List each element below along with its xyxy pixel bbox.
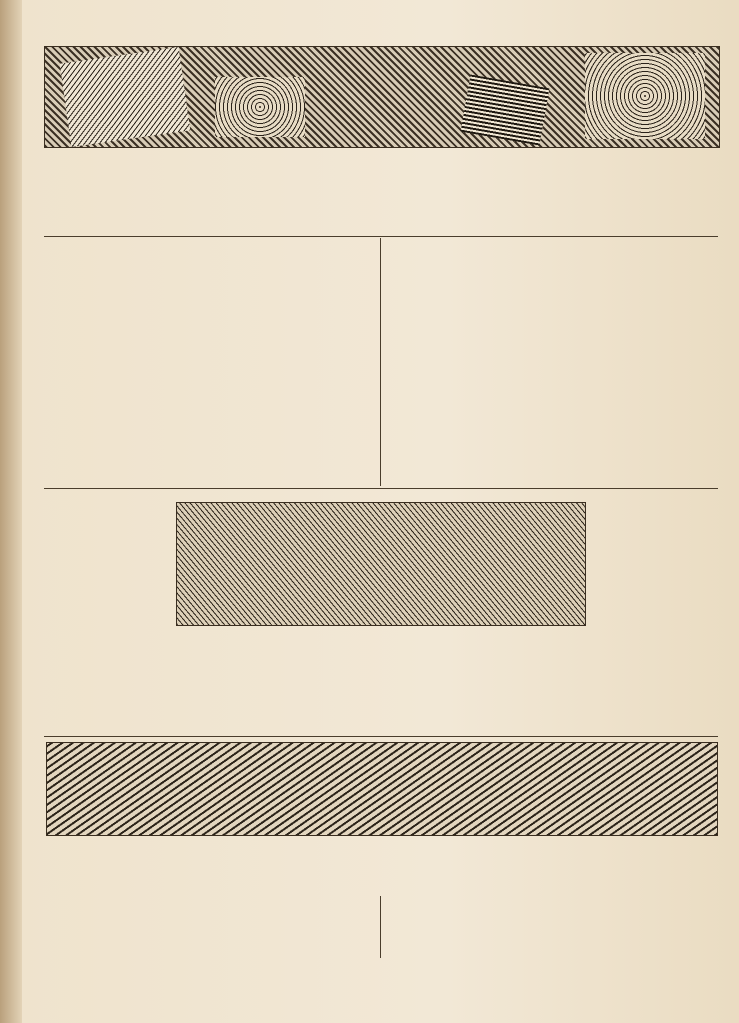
soieries-banner-image xyxy=(44,46,720,148)
divider xyxy=(44,736,718,737)
divider xyxy=(44,236,718,237)
page-binding xyxy=(0,0,22,1023)
lainages-fabric-image xyxy=(176,502,586,626)
page-header xyxy=(44,28,718,44)
divider xyxy=(44,488,718,489)
divider xyxy=(380,238,381,486)
divider xyxy=(380,896,381,958)
draperie-fabric-image xyxy=(46,742,718,836)
